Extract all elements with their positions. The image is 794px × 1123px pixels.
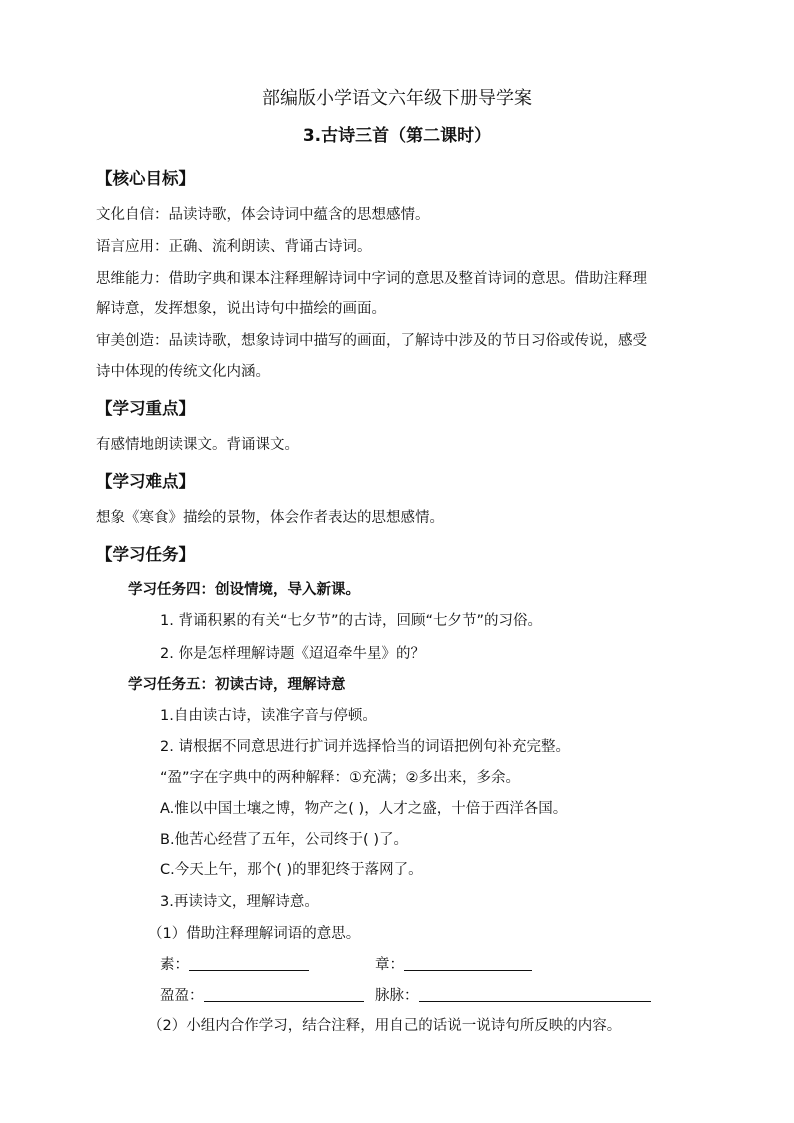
field-yingying-label: 盈盈：	[160, 988, 204, 1004]
core-goals-heading: 【核心目标】	[96, 169, 195, 188]
field-yingying-blank[interactable]	[204, 1000, 364, 1002]
field-yingying[interactable]	[160, 989, 364, 1004]
core-goal-line: 解诗意，发挥想象，说出诗句中描绘的画面。	[96, 301, 386, 317]
core-goal-line: 审美创造：品读诗歌，想象诗词中描写的画面，了解诗中涉及的节日习俗或传说，感受	[96, 333, 647, 349]
task4-item: 2. 你是怎样理解诗题《迢迢牵牛星》的？	[160, 646, 425, 662]
core-goal-line: 诗中体现的传统文化内涵。	[96, 364, 270, 380]
field-zhang-blank[interactable]	[404, 969, 532, 971]
difficulties-text: 想象《寒食》描绘的景物，体会作者表达的思想感情。	[96, 510, 444, 526]
task5-item: 2. 请根据不同意思进行扩词并选择恰当的词语把例句补充完整。	[160, 739, 570, 755]
key-points-text: 有感情地朗读课文。背诵课文。	[96, 437, 299, 453]
field-su-blank[interactable]	[189, 969, 309, 971]
core-goal-line: 文化自信：品读诗歌，体会诗词中蕴含的思想感情。	[96, 207, 430, 223]
difficulties-heading: 【学习难点】	[96, 472, 195, 491]
field-su-label: 素：	[160, 957, 189, 973]
key-points-heading: 【学习重点】	[96, 399, 195, 418]
example-sentence-a: A.惟以中国土壤之博，物产之( )，人才之盛，十倍于西洋各国。	[160, 801, 568, 817]
task5-title: 学习任务五：初读古诗，理解诗意	[128, 677, 346, 693]
field-maimai[interactable]	[375, 989, 651, 1004]
task5-sub1: （1）借助注释理解词语的意思。	[148, 926, 361, 942]
field-zhang-label: 章：	[375, 957, 404, 973]
core-goal-line: 思维能力：借助字典和课本注释理解诗词中字词的意思及整首诗词的意思。借助注释理	[96, 271, 647, 287]
tasks-heading: 【学习任务】	[96, 545, 195, 564]
task5-item: 3.再读诗文，理解诗意。	[160, 894, 319, 910]
field-zhang[interactable]	[375, 958, 532, 973]
task5-item: 1.自由读古诗，读准字音与停顿。	[160, 708, 377, 724]
document-title: 部编版小学语文六年级下册导学案	[262, 88, 532, 109]
lesson-subtitle: 3.古诗三首（第二课时）	[302, 126, 492, 146]
field-maimai-blank[interactable]	[419, 1000, 651, 1002]
field-maimai-label: 脉脉：	[375, 988, 419, 1004]
task4-title: 学习任务四：创设情境，导入新课。	[128, 582, 360, 598]
field-su[interactable]	[160, 958, 309, 973]
task5-item: “盈”字在字典中的两种解释：①充满；②多出来，多余。	[160, 770, 521, 786]
example-sentence-b: B.他苦心经营了五年，公司终于( )了。	[160, 832, 408, 848]
example-sentence-c: C.今天上午，那个( )的罪犯终于落网了。	[160, 862, 423, 878]
task4-item: 1. 背诵积累的有关“七夕节”的古诗，回顾“七夕节”的习俗。	[160, 613, 542, 629]
task5-sub2: （2）小组内合作学习，结合注释，用自己的话说一说诗句所反映的内容。	[148, 1018, 622, 1034]
core-goal-line: 语言应用：正确、流利朗读、背诵古诗词。	[96, 239, 372, 255]
